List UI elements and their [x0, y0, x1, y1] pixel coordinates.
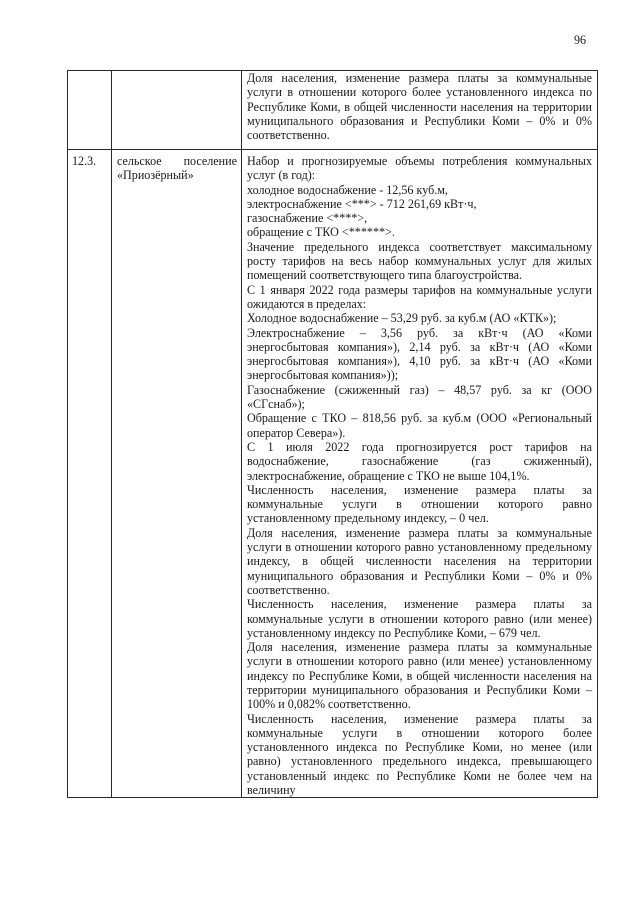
paragraph: холодное водоснабжение - 12,56 куб.м, [247, 182, 448, 197]
row-content [242, 150, 597, 797]
cell-content [242, 150, 598, 798]
paragraph: Газоснабжение (сжиженный газ) – 48,57 руб. за кг (ООО «СГснаб»); [247, 382, 592, 412]
cell-content [242, 71, 598, 150]
settlement-name: сельское поселение «Приозёрный» [117, 154, 237, 183]
paragraph: Холодное водоснабжение – 53,29 руб. за куб.м (АО «КТК»); [247, 311, 557, 326]
cell-settlement-empty [112, 71, 242, 150]
paragraph: Доля населения, изменение размера платы за коммунальные услуги в отношении которого равно установленному предельному индексу, в общей численности населения на территории муниципального образования и Республики Коми – 0% и 0% соответственно. [247, 525, 592, 597]
table-row-12-3 [68, 150, 598, 798]
paragraph: Численность населения, изменение размера платы за коммунальные услуги в отношении которого более установленного индекса по Республике Коми, но менее (или равно) установленного предельного индекса, превышающего установленный индекс по Республике Коми не более чем на величину [247, 711, 592, 797]
paragraph: С 1 июля 2022 года прогнозируется рост тарифов на водоснабжение, газоснабжение (газ сжиженный), электроснабжение, обращение с ТКО не выше 104,1%. [247, 439, 592, 483]
continuation-text: Доля населения, изменение размера платы за коммунальные услуги в отношении которого более установленного индекса по Республике Коми, в общей численности населения на территории муниципального образования и Республики Коми – 0% и 0% соответственно. [247, 71, 592, 143]
paragraph: Значение предельного индекса соответствует максимальному росту тарифов на весь набор коммунальных услуг для жилых помещений соответствующего типа благоустройства. [247, 239, 592, 283]
cell-settlement [112, 150, 242, 798]
table-row-continuation [68, 71, 598, 150]
page-number: 96 [574, 33, 587, 47]
document-table [67, 70, 598, 798]
row-number: 12.3. [72, 154, 97, 168]
paragraph: Доля населения, изменение размера платы за коммунальные услуги в отношении которого равно (или менее) установленному индексу по Республике Коми, в общей численности населения на территории муниципального образования и Республики Коми – 100% и 0,082% соответственно. [247, 640, 592, 712]
cell-number-empty [68, 71, 112, 150]
paragraph: Набор и прогнозируемые объемы потребления коммунальных услуг (в год): [247, 154, 592, 183]
paragraph: газоснабжение <****>, [247, 211, 368, 226]
paragraph: Численность населения, изменение размера платы за коммунальные услуги в отношении которого равно установленному предельному индексу, – 0 чел. [247, 482, 592, 526]
cell-number [68, 150, 112, 798]
paragraph: электроснабжение <***> - 712 261,69 кВт·ч, [247, 196, 477, 211]
paragraph: Численность населения, изменение размера платы за коммунальные услуги в отношении которого равно (или менее) установленному индексу по Республике Коми, – 679 чел. [247, 597, 592, 640]
paragraph: С 1 января 2022 года размеры тарифов на коммунальные услуги ожидаются в пределах: [247, 282, 592, 311]
paragraph: Обращение с ТКО – 818,56 руб. за куб.м (ООО «Региональный оператор Севера»). [247, 411, 592, 440]
paragraph: обращение с ТКО <******>. [247, 225, 395, 240]
paragraph: Электроснабжение – 3,56 руб. за кВт·ч (АО «Коми энергосбытовая компания»), 2,14 руб. за кВт·ч (АО «Коми энергосбытовая компания»), 4,10 руб. за кВт·ч (АО «Коми энергосбытовая компания»)); [247, 325, 592, 383]
